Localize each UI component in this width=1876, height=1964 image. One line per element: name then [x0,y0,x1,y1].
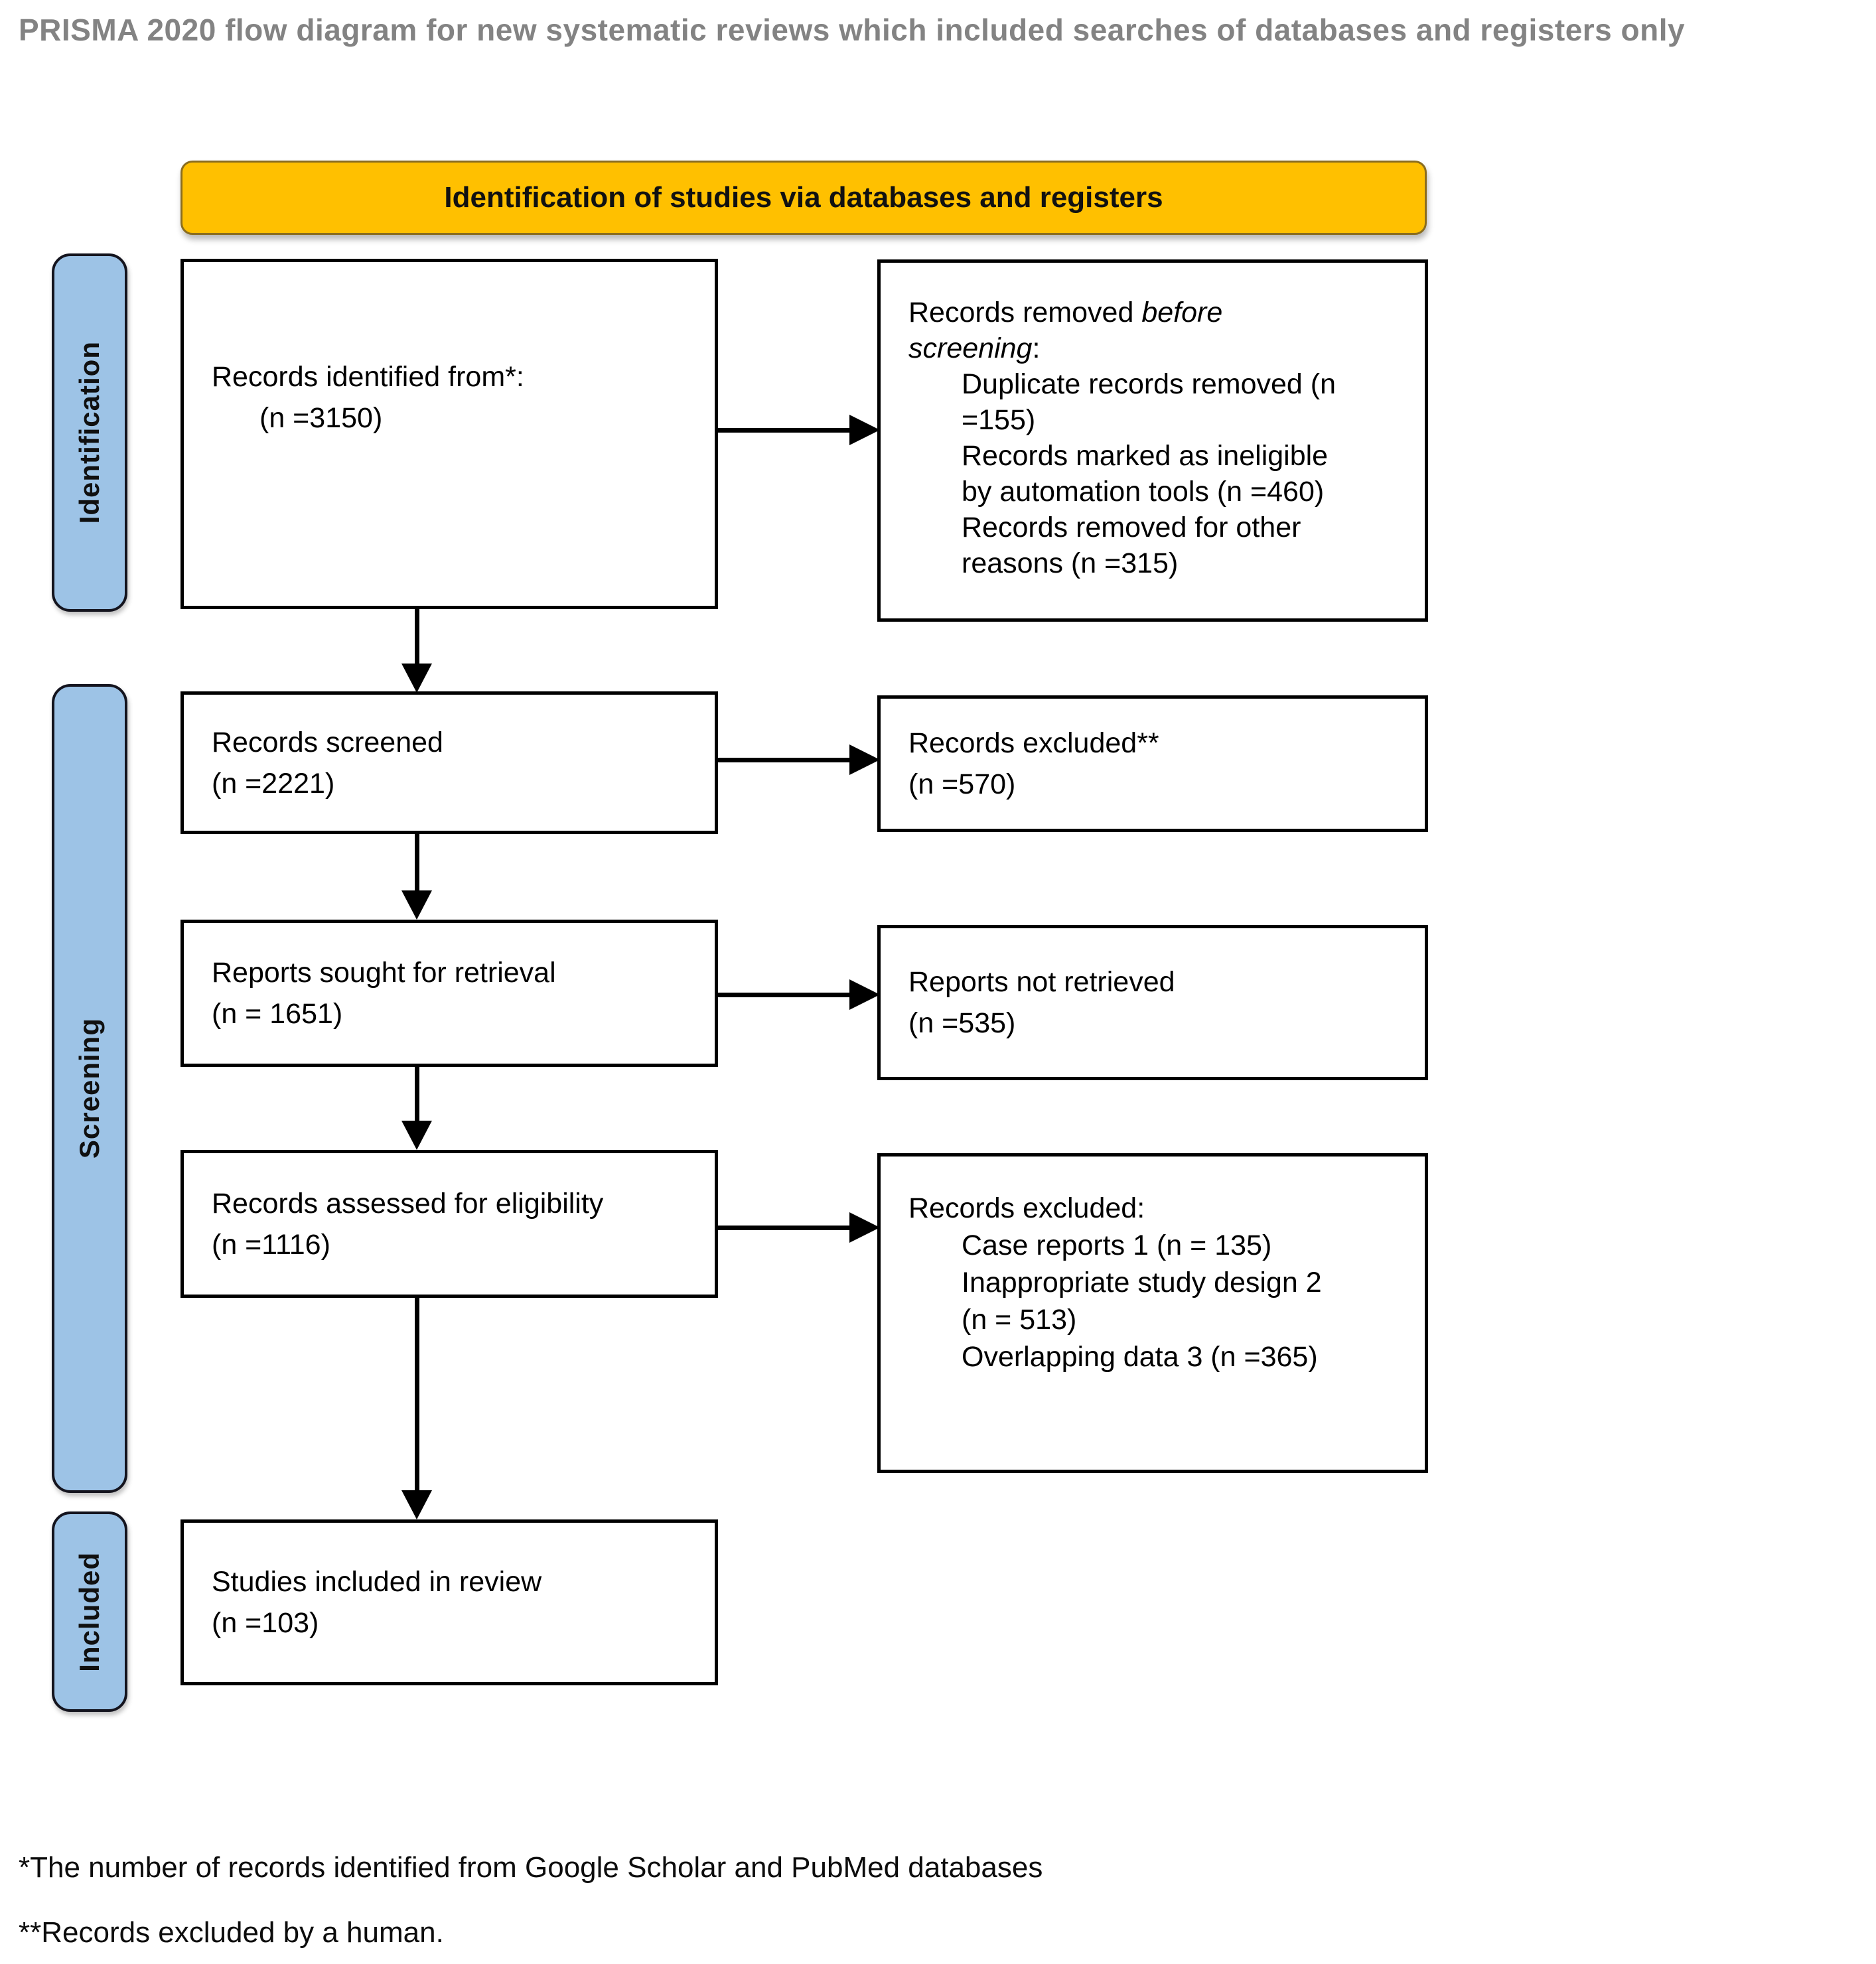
box-records-excluded-eligibility [877,1153,1428,1473]
reports-sought-count: (n = 1651) [212,998,343,1030]
records-removed-item-automation: Records marked as ineligible by automation tools (n =460) [962,440,1329,508]
excluded-item-case-reports: Case reports 1 (n = 135) [962,1229,1272,1261]
records-excluded-screening-count: (n =570) [908,768,1016,800]
stage-included-label: Included [74,1551,105,1672]
stage-identification [52,253,127,612]
footnote-double-asterisk: **Records excluded by a human. [19,1916,444,1949]
page-title: PRISMA 2020 flow diagram for new systematic reviews which included searches of databases and registers only [19,13,1686,47]
box-reports-not-retrieved [877,925,1428,1080]
records-assessed-count: (n =1116) [212,1228,330,1261]
box-records-assessed [180,1150,718,1298]
reports-sought-title: Reports sought for retrieval [212,957,556,989]
banner-label: Identification of studies via databases and registers [444,181,1163,214]
records-identified-title: Records identified from*: [212,361,524,393]
reports-not-retrieved-title: Reports not retrieved [908,966,1175,998]
box-records-screened [180,691,718,834]
records-excluded-screening-title: Records excluded** [908,727,1159,759]
records-removed-intro-line1: Records removed before [908,297,1223,328]
stage-included [52,1511,127,1712]
records-removed-intro-line2: screening: [908,332,1041,364]
records-screened-count: (n =2221) [212,767,335,800]
box-records-removed-before-screening [877,259,1428,622]
studies-included-count: (n =103) [212,1607,319,1639]
records-identified-count: (n =3150) [259,402,383,434]
records-removed-item-duplicates: Duplicate records removed (n =155) [962,368,1336,436]
stage-screening [52,684,127,1493]
records-removed-item-other: Records removed for other reasons (n =315) [962,512,1301,579]
records-assessed-title: Records assessed for eligibility [212,1187,604,1220]
records-screened-title: Records screened [212,726,443,758]
excluded-item-overlapping-data: Overlapping data 3 (n =365) [962,1341,1318,1373]
stage-identification-label: Identification [74,341,105,524]
footnote-asterisk: *The number of records identified from Google Scholar and PubMed databases [19,1851,1043,1884]
stage-screening-label: Screening [74,1018,105,1159]
excluded-item-study-design: Inappropriate study design 2 (n = 513) [962,1267,1322,1336]
box-studies-included [180,1519,718,1685]
box-records-identified [180,259,718,609]
box-records-excluded-screening [877,695,1428,832]
banner-identification-of-studies [180,161,1427,235]
reports-not-retrieved-count: (n =535) [908,1007,1016,1039]
records-excluded-eligibility-intro: Records excluded: [908,1192,1145,1224]
box-reports-sought [180,920,718,1067]
studies-included-title: Studies included in review [212,1566,542,1598]
